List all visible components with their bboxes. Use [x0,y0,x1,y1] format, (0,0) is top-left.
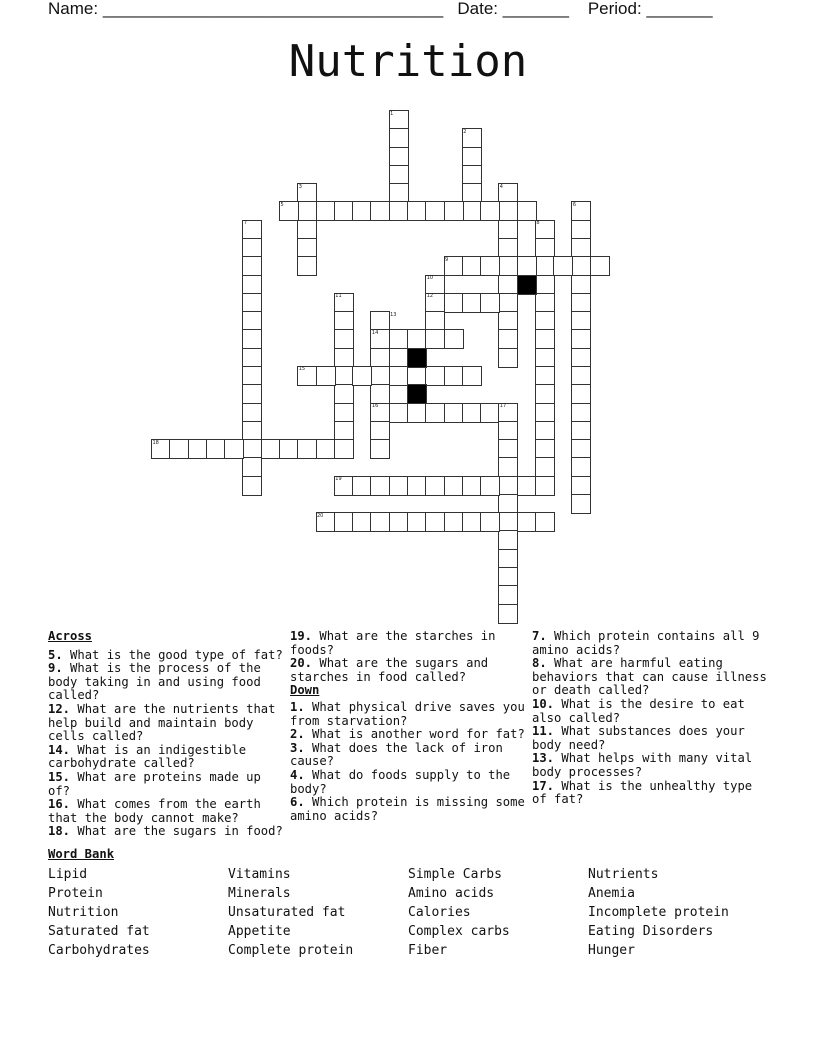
crossword-cell[interactable] [535,421,555,441]
crossword-block [517,275,537,295]
crossword-cell[interactable] [444,329,464,349]
crossword-cell[interactable] [444,366,464,386]
crossword-cell[interactable] [571,476,591,496]
date-label: Date: [457,0,498,18]
crossword-cell[interactable] [407,329,427,349]
crossword-cell[interactable] [535,457,555,477]
clue-number-7: 7 [243,220,248,227]
crossword-cell[interactable] [334,403,354,423]
crossword-cell[interactable] [316,366,336,386]
crossword-cell[interactable] [535,476,555,496]
crossword-cell[interactable] [462,201,482,221]
crossword-cell[interactable] [498,348,518,368]
crossword-cell[interactable] [498,421,518,441]
clue-number-11: 11 [335,293,342,300]
crossword-cell[interactable] [590,256,610,276]
crossword-cell[interactable] [535,512,555,532]
across-heading: Across [48,629,93,643]
crossword-cell[interactable] [370,348,390,368]
crossword-cell[interactable] [571,457,591,477]
clue-down-8: 8. What are harmful eating behaviors that can cause illness or death called? [532,656,767,698]
crossword-cell[interactable] [370,439,390,459]
crossword-cell[interactable] [334,348,354,368]
word-bank-item: Minerals [228,886,291,901]
crossword-cell[interactable] [297,201,317,221]
crossword-cell[interactable] [498,311,518,331]
clue-number-1: 1 [390,110,394,117]
crossword-cell[interactable] [389,165,409,185]
word-bank-item: Protein [48,886,103,901]
crossword-cell[interactable] [535,238,555,258]
crossword-cell[interactable] [370,384,390,404]
clue-across-15: 15. What are proteins made up of? [48,769,261,798]
crossword-cell[interactable] [370,512,390,532]
crossword-cell[interactable] [407,512,427,532]
crossword-cell[interactable] [370,421,390,441]
crossword-cell[interactable] [297,220,317,240]
clue-down-4: 4. What do foods supply to the body? [290,767,511,796]
crossword-cell[interactable] [571,403,591,423]
word-bank-column-2 [228,865,353,960]
clues-column-1 [48,630,283,839]
word-bank-item: Fiber [408,943,448,958]
clue-number-13: 13 [390,311,397,318]
crossword-block [407,384,427,404]
crossword-cell[interactable] [242,439,262,459]
crossword-cell[interactable] [370,201,390,221]
crossword-cell[interactable] [242,275,262,295]
crossword-cell[interactable] [389,403,409,423]
crossword-cell[interactable] [535,366,555,386]
crossword-cell[interactable] [571,238,591,258]
crossword-cell[interactable] [498,329,518,349]
crossword-cell[interactable] [407,403,427,423]
crossword-cell[interactable] [407,366,427,386]
clue-number-9: 9 [445,256,449,263]
date-blank[interactable]: _______ [502,0,569,18]
crossword-cell[interactable] [334,384,354,404]
word-bank-item: Amino acids [408,886,495,901]
clue-number-2: 2 [463,128,467,135]
crossword-cell[interactable] [571,293,591,313]
crossword-cell[interactable] [425,201,445,221]
crossword-cell[interactable] [242,457,262,477]
crossword-cell[interactable] [370,366,390,386]
word-bank-item: Vitamins [228,867,291,882]
crossword-cell[interactable] [571,311,591,331]
crossword-cell[interactable] [389,183,409,203]
clue-across-5: 5. What is the good type of fat? [48,647,283,662]
crossword-cell[interactable] [297,256,317,276]
crossword-cell[interactable] [242,366,262,386]
crossword-cell[interactable] [188,439,208,459]
crossword-cell[interactable] [571,494,591,514]
crossword-cell[interactable] [498,256,518,276]
clue-down-7: 7. Which protein contains all 9 amino acids? [532,629,760,657]
crossword-cell[interactable] [297,238,317,258]
crossword-cell[interactable] [334,329,354,349]
crossword-cell[interactable] [480,512,500,532]
clue-down-1: 1. What physical drive saves you from starvation? [290,699,525,728]
crossword-cell[interactable] [517,256,537,276]
crossword-cell[interactable] [462,256,482,276]
name-label: Name: [48,0,99,18]
crossword-cell[interactable] [462,366,482,386]
crossword-cell[interactable] [389,366,409,386]
clue-across-16: 16. What comes from the earth that the body cannot make? [48,797,261,825]
crossword-cell[interactable] [571,421,591,441]
word-bank-item: Unsaturated fat [228,905,346,920]
crossword-cell[interactable] [571,366,591,386]
clue-number-14: 14 [371,329,379,336]
crossword-cell[interactable] [535,329,555,349]
crossword-cell[interactable] [517,512,537,532]
word-bank-item: Nutrients [588,867,659,882]
word-bank-item: Incomplete protein [588,905,729,920]
crossword-cell[interactable] [571,439,591,459]
crossword-cell[interactable] [535,256,555,276]
word-bank-item: Anemia [588,886,635,901]
word-bank-column-1 [48,865,150,960]
crossword-cell[interactable] [242,293,262,313]
crossword-cell[interactable] [279,439,299,459]
clue-number-18: 18 [152,439,159,446]
crossword-cell[interactable] [480,256,500,276]
clue-number-8: 8 [536,220,540,227]
clue-number-3: 3 [298,183,302,190]
word-bank-item: Hunger [588,943,635,958]
crossword-cell[interactable] [462,165,482,185]
crossword-cell[interactable] [462,476,482,496]
crossword-cell[interactable] [498,567,518,587]
crossword-cell[interactable] [407,476,427,496]
crossword-cell[interactable] [462,147,482,167]
word-bank-item: Calories [408,905,471,920]
clue-across-19: 19. What are the starches in foods? [290,629,496,657]
crossword-cell[interactable] [444,293,464,313]
crossword-cell[interactable] [297,439,317,459]
crossword-cell[interactable] [352,476,372,496]
crossword-cell[interactable] [425,476,445,496]
clue-number-10: 10 [426,275,434,281]
crossword-cell[interactable] [498,439,518,459]
period-blank[interactable]: _______ [646,0,713,18]
crossword-cell[interactable] [425,329,445,349]
clue-number-4: 4 [499,183,503,190]
crossword-cell[interactable] [334,201,354,221]
crossword-cell[interactable] [242,476,262,496]
name-blank[interactable]: ____________________________________ [102,0,444,18]
crossword-cell[interactable] [498,585,518,605]
crossword-cell[interactable] [334,366,354,386]
word-bank-item: Eating Disorders [588,924,714,939]
crossword-cell[interactable] [535,348,555,368]
clue-across-12: 12. What are the nutrients that help build and maintain body cells called? [48,701,276,744]
crossword-cell[interactable] [334,512,354,532]
crossword-cell[interactable] [206,439,226,459]
crossword-cell[interactable] [389,128,409,148]
crossword-cell[interactable] [535,403,555,423]
clue-across-20: 20. What are the sugars and starches in food called? [290,656,489,684]
crossword-cell[interactable] [498,238,518,258]
crossword-cell[interactable] [334,311,354,331]
crossword-cell[interactable] [498,293,518,313]
crossword-cell[interactable] [498,530,518,550]
crossword-cell[interactable] [352,201,372,221]
crossword-cell[interactable] [462,183,482,203]
crossword-cell[interactable] [169,439,189,459]
word-bank-column-3 [408,865,510,960]
period-label: Period: [587,0,642,18]
crossword-cell[interactable] [242,403,262,423]
crossword-cell[interactable] [444,512,464,532]
clue-down-11: 11. What substances does your body need? [532,724,745,752]
clue-number-12: 12 [426,293,434,300]
crossword-cell[interactable] [242,329,262,349]
crossword-cell[interactable] [498,275,518,295]
crossword-cell[interactable] [334,421,354,441]
crossword-cell[interactable] [224,439,244,459]
crossword-cell[interactable] [334,439,354,459]
crossword-cell[interactable] [498,494,518,514]
crossword-cell[interactable] [444,476,464,496]
crossword-cell[interactable] [480,403,500,423]
crossword-cell[interactable] [316,201,336,221]
crossword-cell[interactable] [425,366,445,386]
crossword-cell[interactable] [535,275,555,295]
word-bank-heading: Word Bank [48,847,115,861]
crossword-cell[interactable] [535,384,555,404]
crossword-cell[interactable] [480,476,500,496]
crossword-cell[interactable] [553,256,573,276]
word-bank-item: Complex carbs [408,924,510,939]
crossword-cell[interactable] [389,147,409,167]
clue-down-13: 13. What helps with many vital body processes? [532,751,753,779]
clues-column-3 [532,630,772,807]
crossword-cell[interactable] [242,238,262,258]
crossword-cell[interactable] [242,311,262,331]
word-bank-item: Lipid [48,867,88,882]
crossword-cell[interactable] [498,220,518,240]
crossword-cell[interactable] [498,201,518,221]
crossword-cell[interactable] [425,403,445,423]
crossword-cell[interactable] [242,256,262,276]
crossword-block [407,348,427,368]
word-bank-item: Nutrition [48,905,119,920]
crossword-cell[interactable] [571,384,591,404]
clues-column-2 [290,630,525,823]
clue-down-2: 2. What is another word for fat? [290,727,525,742]
crossword-cell[interactable] [462,293,482,313]
clue-across-9: 9. What is the process of the body taking in and using food called? [48,661,261,703]
crossword-cell[interactable] [316,439,336,459]
clue-down-6: 6. Which protein is missing some amino acids? [290,795,525,823]
clue-number-5: 5 [280,201,284,208]
word-bank-column-4 [588,865,729,960]
crossword-cell[interactable] [480,201,500,221]
crossword-cell[interactable] [370,311,390,331]
crossword-cell[interactable] [389,476,409,496]
crossword-cell[interactable] [571,220,591,240]
crossword-cell[interactable] [425,311,445,331]
crossword-cell[interactable] [389,329,409,349]
word-bank-item: Simple Carbs [408,867,502,882]
word-bank-item: Appetite [228,924,291,939]
crossword-cell[interactable] [462,512,482,532]
clue-down-3: 3. What does the lack of iron cause? [290,740,503,769]
crossword-cell[interactable] [571,348,591,368]
crossword-cell[interactable] [480,293,500,313]
crossword-cell[interactable] [535,293,555,313]
clue-number-19: 19 [335,476,342,483]
crossword-cell[interactable] [389,512,409,532]
clue-number-17: 17 [499,403,507,409]
clue-number-16: 16 [371,403,379,409]
clue-number-6: 6 [572,201,577,208]
crossword-cell[interactable] [242,348,262,368]
clue-down-17: 17. What is the unhealthy type of fat? [532,778,753,807]
crossword-cell[interactable] [498,549,518,569]
word-bank-item: Carbohydrates [48,943,150,958]
crossword-cell[interactable] [498,512,518,532]
crossword-cell[interactable] [352,366,372,386]
crossword-cell[interactable] [261,439,281,459]
clue-number-20: 20 [317,512,324,519]
crossword-cell[interactable] [498,476,518,496]
crossword-cell[interactable] [444,403,464,423]
crossword-cell[interactable] [571,256,591,276]
page-title: Nutrition [288,36,528,87]
crossword-cell[interactable] [498,604,518,624]
crossword-cell[interactable] [517,201,537,221]
clue-down-10: 10. What is the desire to eat also called? [532,696,745,725]
clue-number-15: 15 [298,366,306,373]
crossword-cell[interactable] [571,329,591,349]
down-heading: Down [290,683,320,698]
crossword-cell[interactable] [462,403,482,423]
crossword-cell[interactable] [498,457,518,477]
crossword-cell[interactable] [389,201,409,221]
clue-across-14: 14. What is an indigestible carbohydrate called? [48,742,247,771]
crossword-cell[interactable] [352,512,372,532]
word-bank-item: Complete protein [228,943,354,958]
crossword-cell[interactable] [425,512,445,532]
crossword-cell[interactable] [444,201,464,221]
crossword-cell[interactable] [571,275,591,295]
crossword-cell[interactable] [535,311,555,331]
crossword-cell[interactable] [242,421,262,441]
crossword-cell[interactable] [535,439,555,459]
crossword-cell[interactable] [370,476,390,496]
clue-across-18: 18. What are the sugars in food? [48,824,283,839]
crossword-cell[interactable] [242,384,262,404]
word-bank-item: Saturated fat [48,924,150,939]
crossword-cell[interactable] [517,476,537,496]
crossword-cell[interactable] [407,201,427,221]
